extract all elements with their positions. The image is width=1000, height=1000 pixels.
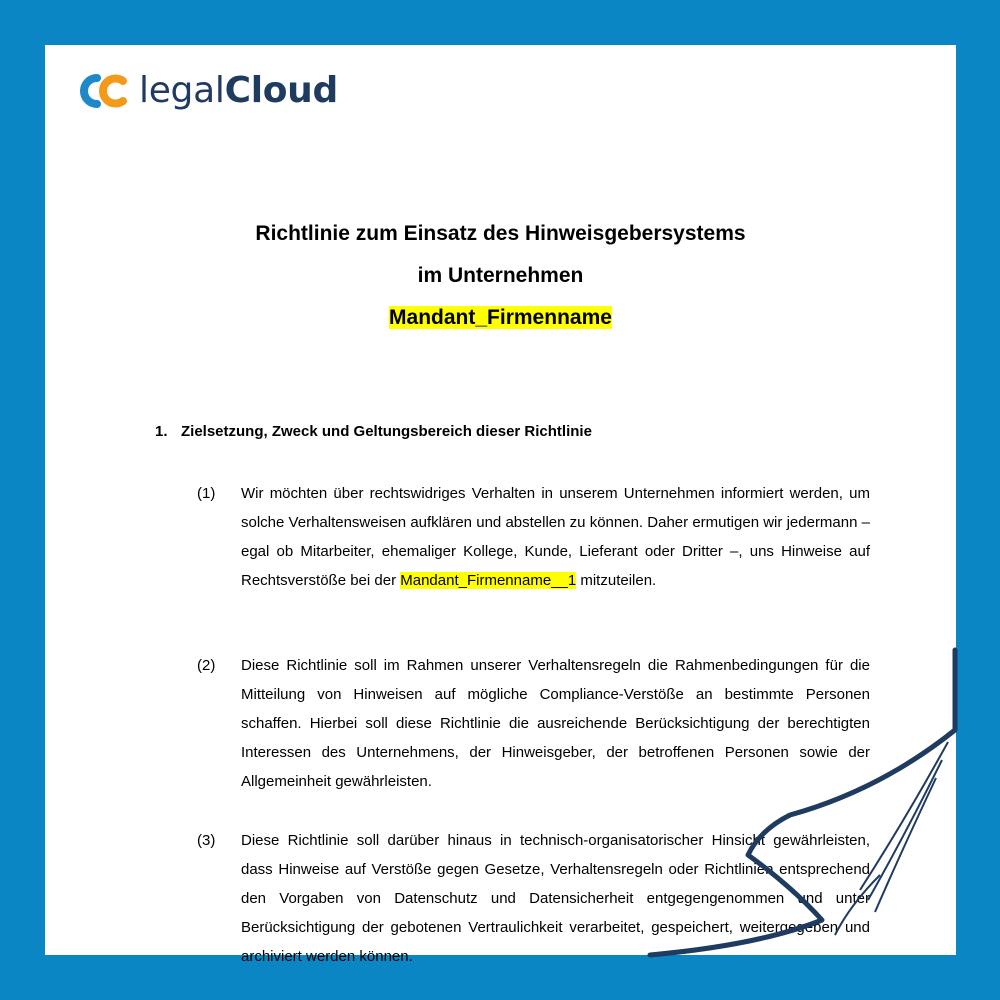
paragraph-text-before: Wir möchten über rechtswidriges Verhalten in unserem Unternehmen informiert werden, um solche Verhaltensweisen aufklären und abstellen zu können. Daher ermutigen wir jedermann – egal ob Mitarbeiter, ehemaliger Kollege, Kunde, Lieferant oder Dritter –, uns Hinweise auf Rechtsverstöße bei der <box>241 485 870 589</box>
document-title <box>45 213 956 339</box>
logo-text-light: legal <box>139 70 225 111</box>
company-name-placeholder-1: Mandant_Firmenname__1 <box>400 572 577 589</box>
paragraph-number: (1) <box>197 485 216 502</box>
document-page <box>45 45 956 965</box>
paragraph-text-after: mitzuteilen. <box>576 572 657 589</box>
paragraph-text <box>241 479 870 595</box>
paragraph-number: (2) <box>197 657 216 674</box>
section-heading <box>155 423 592 440</box>
legalcloud-logo <box>75 69 338 113</box>
title-line-2: im Unternehmen <box>417 264 584 287</box>
logo-wordmark <box>139 69 338 113</box>
logo-text-bold: Cloud <box>224 70 338 111</box>
paragraph-text: Diese Richtlinie soll darüber hinaus in technisch-organisatorischer Hinsicht gewährleisten, dass Hinweise auf Verstöße gegen Gesetze, Verhaltensregeln oder Richtlinien entsprechend den Vorgaben von Datenschutz und Datensicherheit entgegengenommen und unter Berücksichtigung der gebotenen Vertraulichkeit verarbeitet, gespeichert, weitergegeben und archiviert werden können. <box>241 832 870 965</box>
company-name-placeholder: Mandant_Firmenname <box>389 306 612 329</box>
section-title: Zielsetzung, Zweck und Geltungsbereich dieser Richtlinie <box>181 423 592 440</box>
paragraph-1 <box>197 479 870 595</box>
paragraph-number: (3) <box>197 832 216 849</box>
section-number: 1. <box>155 423 168 440</box>
paragraph-3 <box>197 826 870 971</box>
paragraph-text: Diese Richtlinie soll im Rahmen unserer Verhaltensregeln die Rahmenbedingungen für die Mitteilung von Hinweisen auf mögliche Compliance-Verstöße an bestimmte Personen schaffen. Hierbei soll diese Richtlinie die ausreichende Berücksichtigung der berechtigten Interessen des Unternehmens, der Hinweisgeber, der betroffenen Personen sowie der Allgemeinheit gewährleisten. <box>241 657 870 790</box>
legalcloud-logo-mark <box>75 71 135 111</box>
title-line-1: Richtlinie zum Einsatz des Hinweisgebersystems <box>255 222 746 245</box>
paragraph-2 <box>197 651 870 796</box>
